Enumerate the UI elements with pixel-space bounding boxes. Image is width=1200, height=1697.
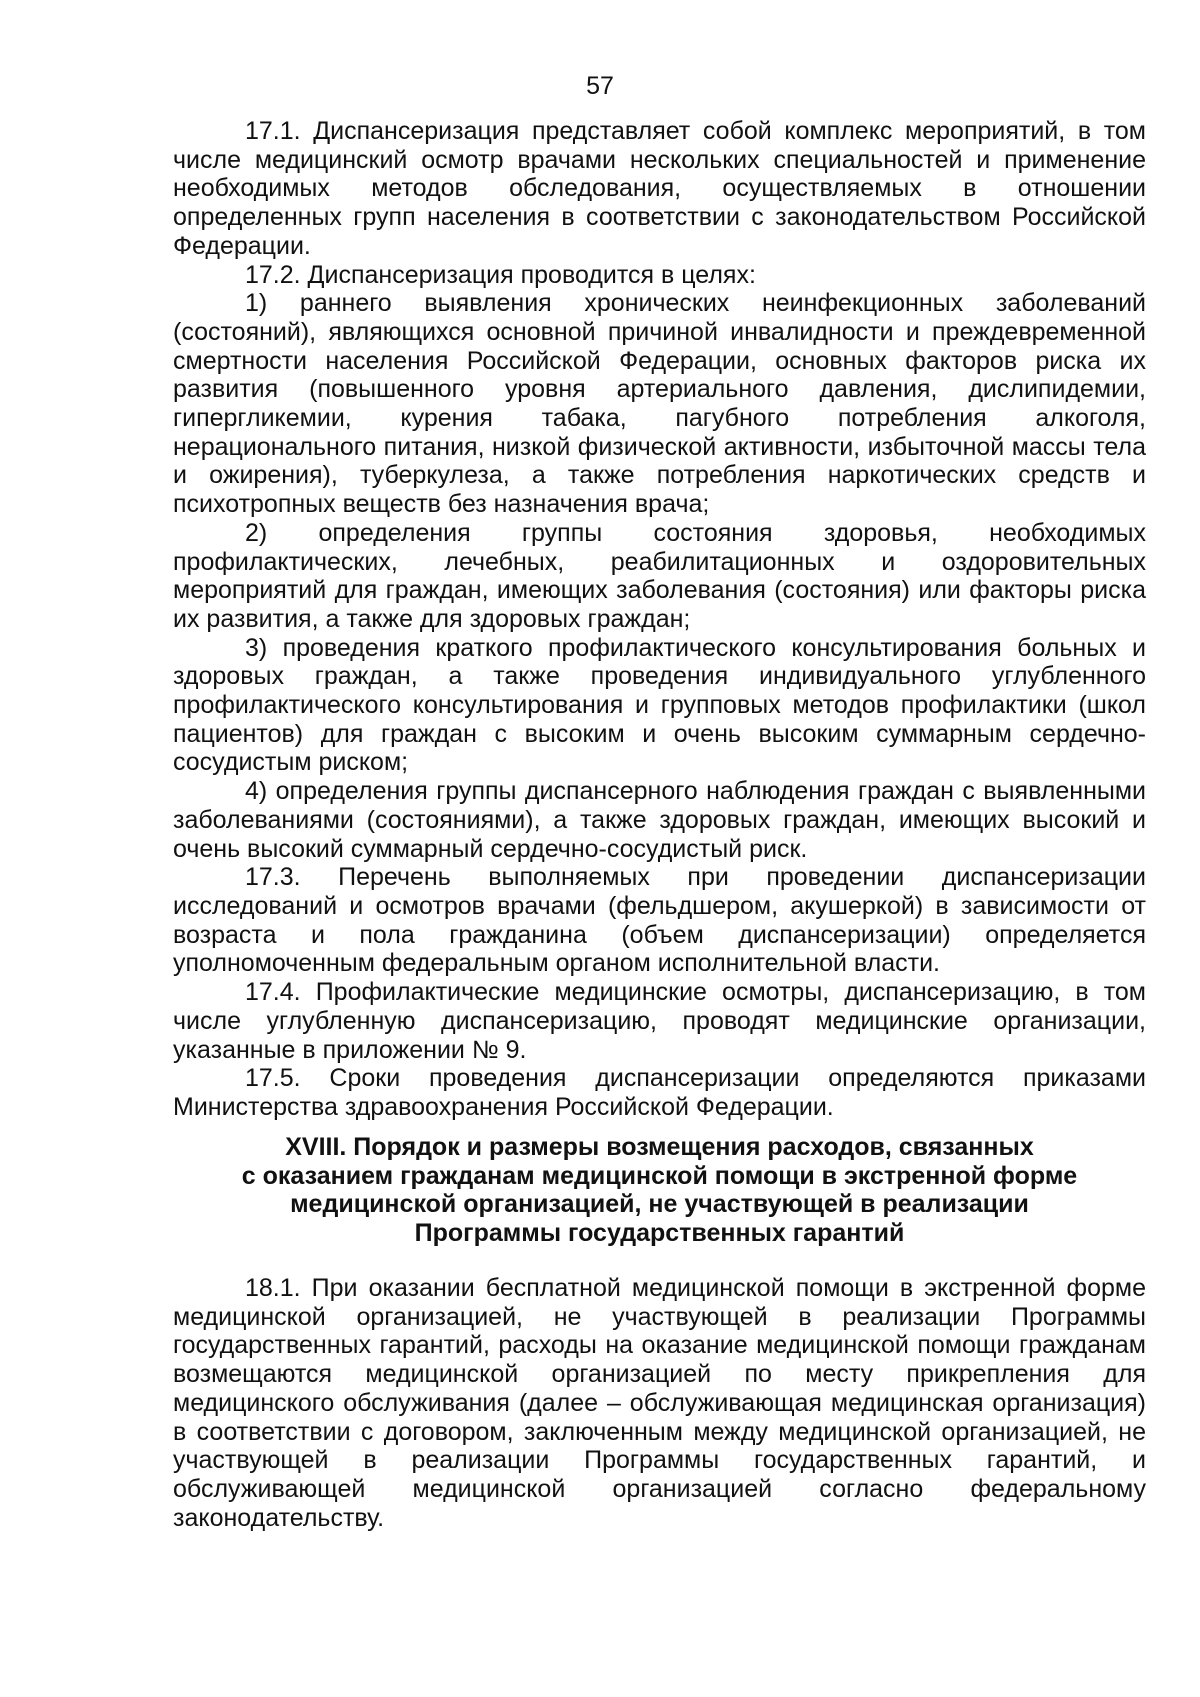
- paragraph-17-1: 17.1. Диспансеризация представляет собой комплекс мероприятий, в том числе медицинский осмотр врачами нескольких специальностей и применение необходимых методов обследования, осуществляемых в отношении определенных групп населения в соответствии с законодательством Российской Федерации.: [173, 117, 1146, 260]
- heading-line: Программы государственных гарантий: [414, 1218, 905, 1247]
- list-item-17-2-4: 4) определения группы диспансерного наблюдения граждан с выявленными заболеваниями (состояниями), а также здоровых граждан, имеющих высокий и очень высокий суммарный сердечно-сосудистый риск.: [173, 777, 1146, 863]
- paragraph-17-5: 17.5. Сроки проведения диспансеризации определяются приказами Министерства здравоохранения Российской Федерации.: [173, 1064, 1146, 1121]
- paragraph-17-2: 17.2. Диспансеризация проводится в целях:: [245, 260, 756, 289]
- heading-line: XVIII. Порядок и размеры возмещения расходов, связанных: [285, 1133, 1034, 1161]
- list-item-17-2-1: 1) раннего выявления хронических неинфекционных заболеваний (состояний), являющихся основной причиной инвалидности и преждевременной смертности населения Российской Федерации, основных факторов риска их развития (повышенного уровня артериального давления, дислипидемии, гипергликемии, курения табака, пагубного потребления алкоголя, нерационального питания, низкой физической активности, избыточной массы тела и ожирения), туберкулеза, а также потребления наркотических средств и психотропных веществ без назначения врача;: [173, 289, 1146, 519]
- page-number: 57: [586, 72, 614, 100]
- paragraph-17-3: 17.3. Перечень выполняемых при проведении диспансеризации исследований и осмотров врачами (фельдшером, акушеркой) в зависимости от возраста и пола гражданина (объем диспансеризации) определяется уполномоченным федеральным органом исполнительной власти.: [173, 863, 1146, 978]
- heading-line: с оказанием гражданам медицинской помощи в экстренной форме: [241, 1161, 1078, 1190]
- section-17-body: [173, 117, 1146, 1122]
- paragraph-18-1: 18.1. При оказании бесплатной медицинской помощи в экстренной форме медицинской организацией, не участвующей в реализации Программы государственных гарантий, расходы на оказание медицинской помощи гражданам возмещаются медицинской организацией по месту прикрепления для медицинского обслуживания (далее – обслуживающая медицинская организация) в соответствии с договором, заключенным между медицинской организацией, не участвующей в реализации Программы государственных гарантий, и обслуживающей медицинской организацией согласно федеральному законодательству.: [173, 1274, 1146, 1532]
- heading-line: медицинской организацией, не участвующей в реализации: [290, 1190, 1029, 1218]
- list-item-17-2-2: 2) определения группы состояния здоровья, необходимых профилактических, лечебных, реабилитационных и оздоровительных мероприятий для граждан, имеющих заболевания (состояния) или факторы риска их развития, а также для здоровых граждан;: [173, 518, 1146, 633]
- list-item-17-2-3: 3) проведения краткого профилактического консультирования больных и здоровых граждан, а также проведения индивидуального углубленного профилактического консультирования и групповых методов профилактики (школ пациентов) для граждан с высоким и очень высоким суммарным сердечно-сосудистым риском;: [173, 633, 1146, 777]
- paragraph-17-4: 17.4. Профилактические медицинские осмотры, диспансеризацию, в том числе углубленную диспансеризацию, проводят медицинские организации, указанные в приложении № 9.: [173, 978, 1146, 1064]
- section-18-body: [173, 1274, 1146, 1532]
- section-18-heading: [173, 1133, 1146, 1247]
